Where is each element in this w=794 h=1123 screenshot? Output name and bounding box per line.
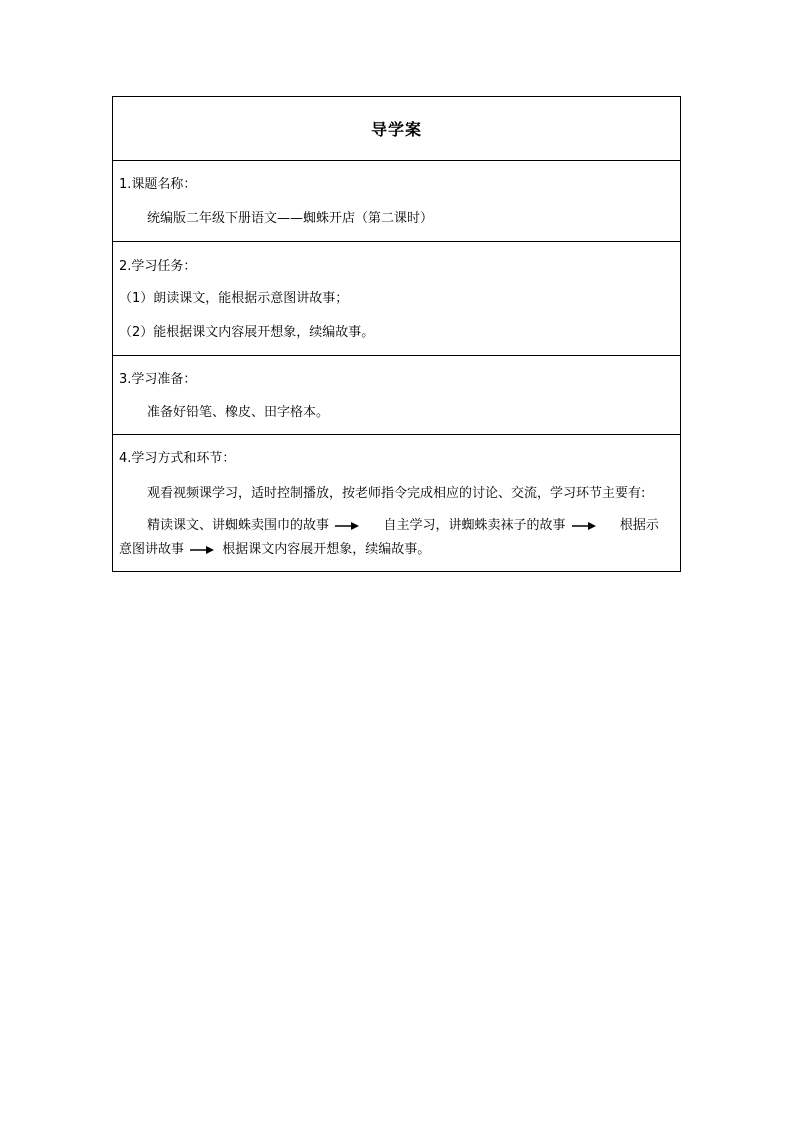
title-row xyxy=(113,97,680,160)
study-guide-table xyxy=(112,96,681,572)
task-item: （2）能根据课文内容展开想象，续编故事。 xyxy=(119,325,375,340)
section-method xyxy=(113,434,680,571)
step-flow-line xyxy=(113,541,430,559)
step-text: 意图讲故事 xyxy=(119,542,185,557)
step-text: 根据课文内容展开想象，续编故事。 xyxy=(222,542,431,557)
section-heading: 3.学习准备： xyxy=(119,372,197,387)
right-arrow-icon xyxy=(190,545,214,555)
right-arrow-icon xyxy=(335,521,359,531)
step-text: 精读课文、讲蜘蛛卖围巾的故事 xyxy=(147,518,330,533)
section-content: 观看视频课学习，适时控制播放，按老师指令完成相应的讨论、交流，学习环节主要有: xyxy=(147,486,646,501)
section-heading: 1.课题名称： xyxy=(119,177,197,192)
section-content: 准备好铅笔、橡皮、田字格本。 xyxy=(147,405,330,420)
section-content: 统编版二年级下册语文——蜘蛛开店（第二课时） xyxy=(147,211,434,226)
section-tasks xyxy=(113,241,680,355)
section-preparation xyxy=(113,355,680,434)
right-arrow-icon xyxy=(572,521,596,531)
step-text: 自主学习，讲蜘蛛卖袜子的故事 xyxy=(383,518,566,533)
section-topic xyxy=(113,160,680,241)
step-flow-line xyxy=(113,517,659,535)
task-item: （1）朗读课文，能根据示意图讲故事； xyxy=(119,291,349,306)
page-title: 导学案 xyxy=(370,120,422,139)
section-heading: 2.学习任务： xyxy=(119,259,197,274)
section-heading: 4.学习方式和环节： xyxy=(119,451,236,466)
step-text: 根据示 xyxy=(619,518,659,533)
